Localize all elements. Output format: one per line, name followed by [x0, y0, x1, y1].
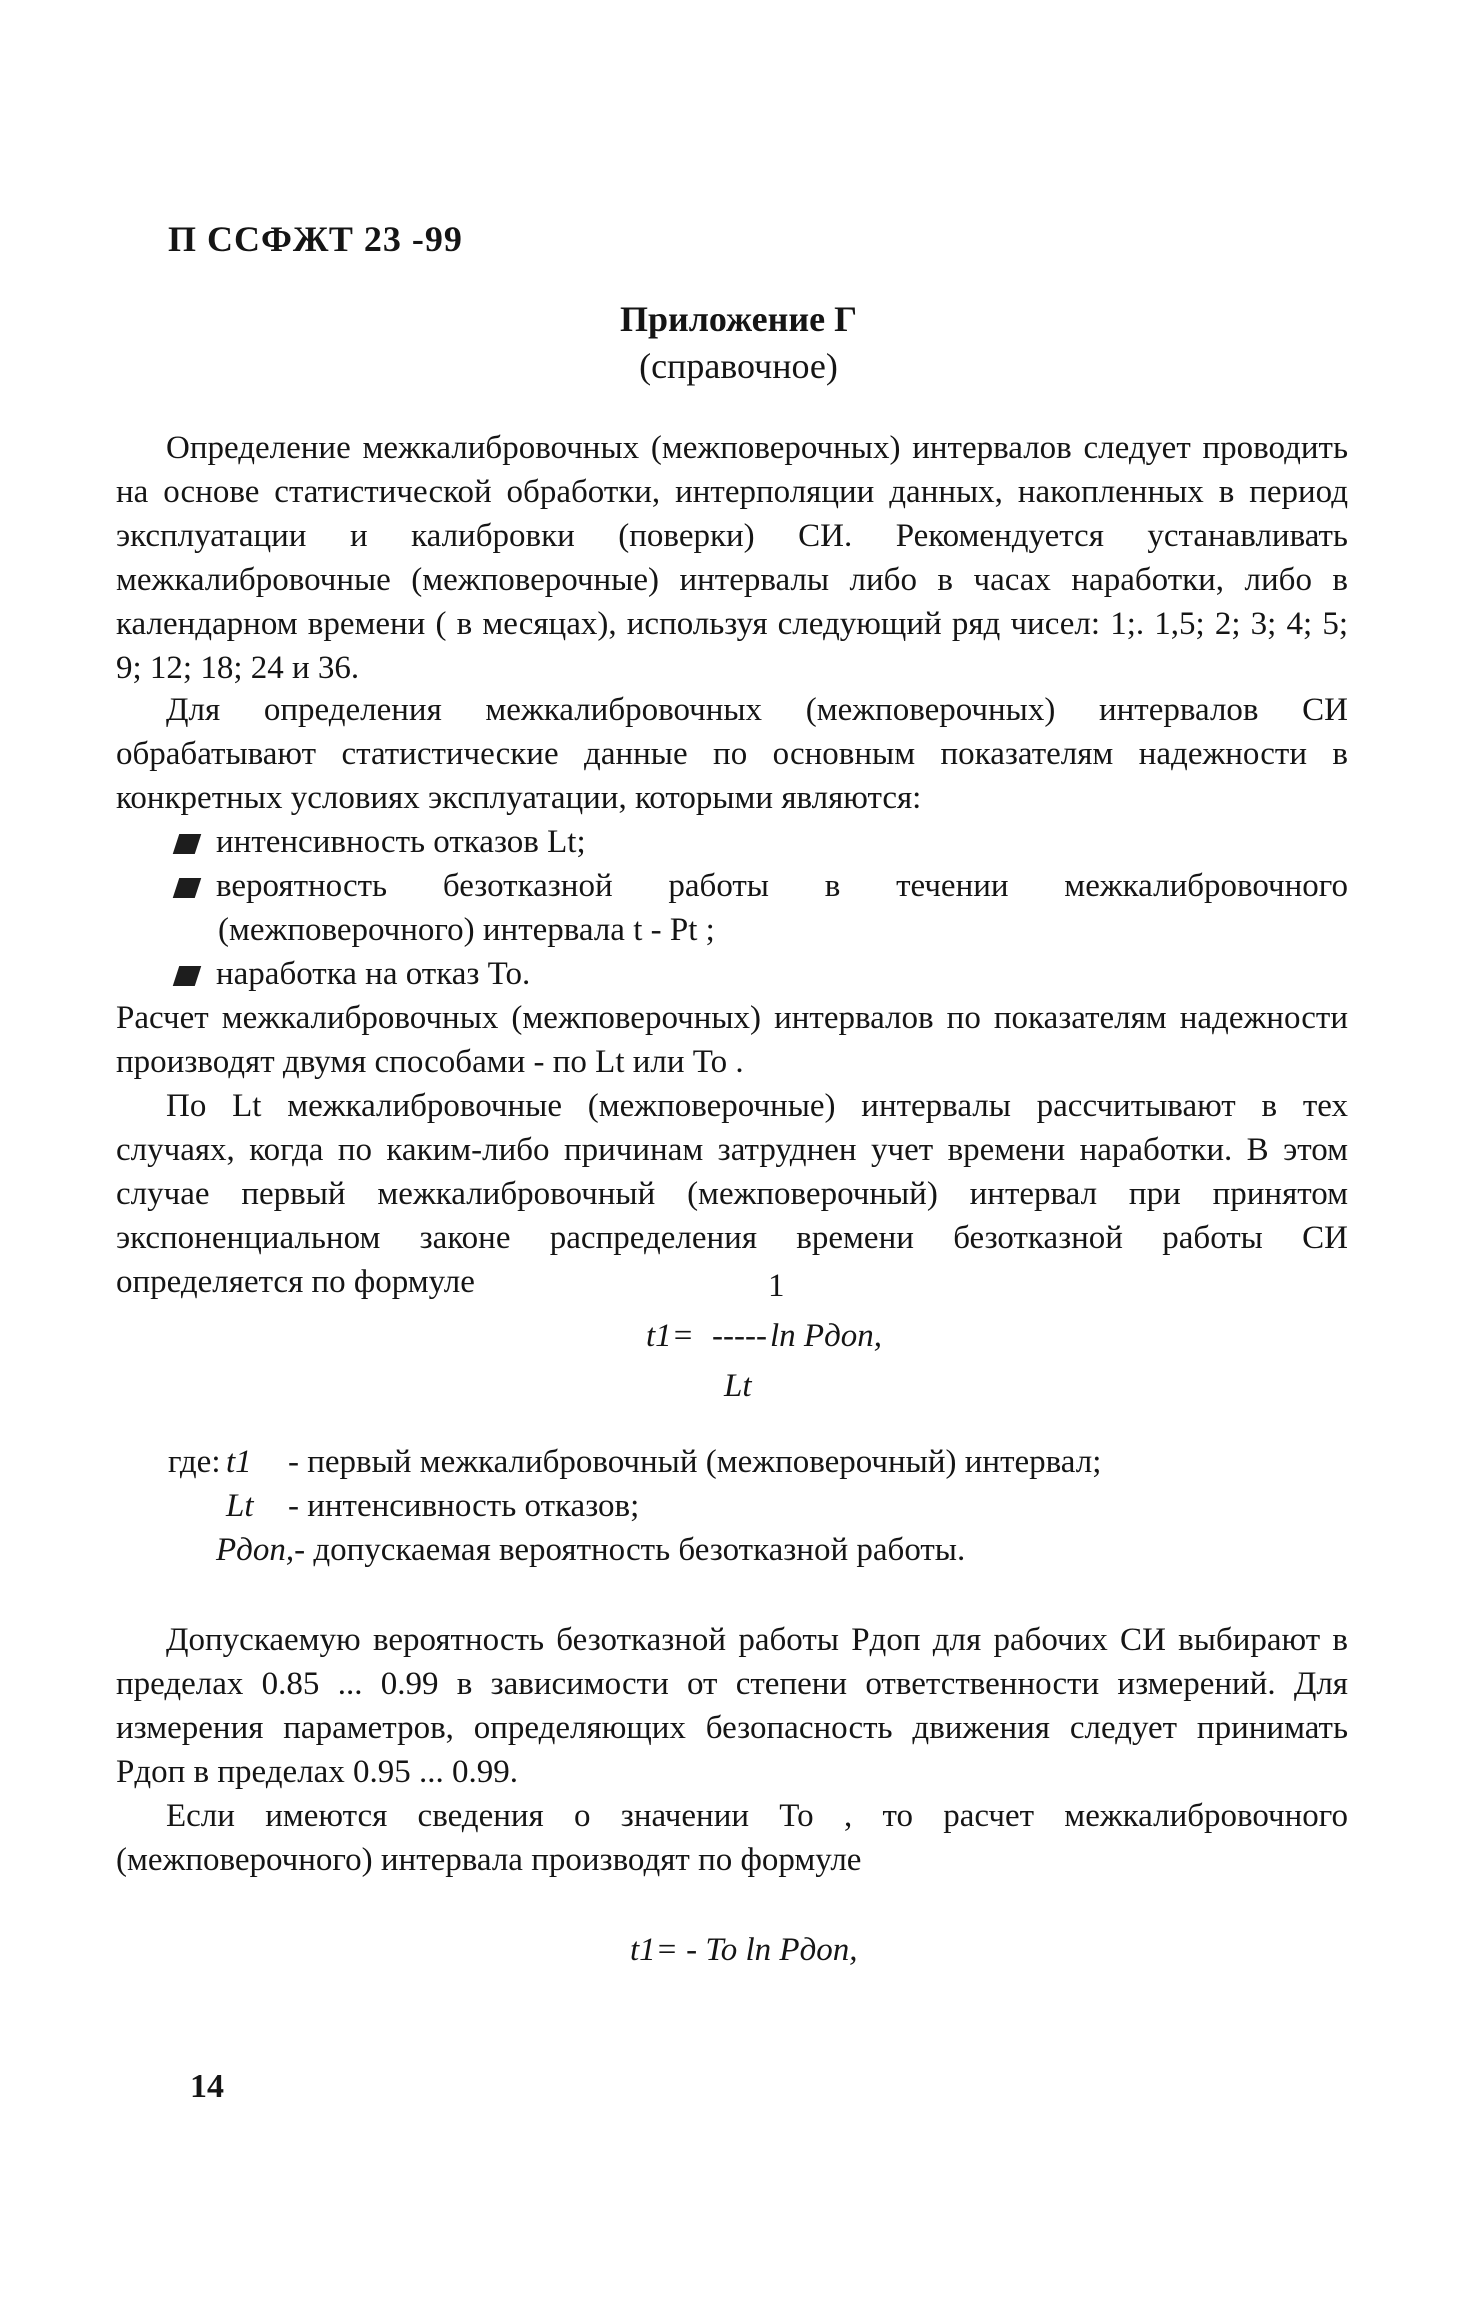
paragraph-methods: Расчет межкалибровочных (межповерочных) интервалов по показателям надежности производят двумя способами - по Lt или To .: [116, 1000, 1348, 1080]
definition-symbol: Pдоп,: [216, 1532, 295, 1568]
definition-text: - допускаемая вероятность безотказной работы.: [294, 1532, 966, 1568]
formula-fraction-bar: -----: [712, 1318, 767, 1354]
formula-denominator: Lt: [724, 1368, 752, 1404]
definition-symbol: t1: [226, 1444, 252, 1480]
definition-row: [216, 1528, 965, 1572]
paragraph-to-method: Если имеются сведения о значении To , то расчет межкалибровочного (межповерочного) интервала производят по формуле: [116, 1798, 1348, 1878]
reliability-indicators-list: [116, 820, 1348, 996]
appendix-subtitle: (справочное): [639, 346, 838, 386]
bullet-icon: [173, 834, 201, 854]
formula-rhs: ln Pдоп,: [770, 1318, 883, 1354]
document-code: П ССФЖТ 23 -99: [168, 219, 463, 259]
bullet-icon: [173, 966, 201, 986]
paragraph-statistics: Для определения межкалибровочных (межповерочных) интервалов СИ обрабатывают статистические данные по основным показателям надежности в конкретных условиях эксплуатации, которыми являются:: [116, 692, 1348, 816]
paragraph-lt-method: По Lt межкалибровочные (межповерочные) интервалы рассчитывают в тех случаях, когда по каким-либо причинам затруднен учет времени наработки. В этом случае первый межкалибровочный (межповерочный) интервал при принятом экспоненциальном законе распределения времени безотказной работы СИ определяется по формуле: [116, 1088, 1348, 1300]
page-number: 14: [190, 2068, 224, 2105]
list-item: наработка на отказ To.: [116, 952, 1348, 996]
definition-symbol: Lt: [226, 1488, 254, 1524]
list-item: вероятность безотказной работы в течении межкалибровочного (межповерочного) интервала t - Pt ;: [116, 864, 1348, 952]
formula-to-interval: t1= - To ln Pдоп,: [630, 1932, 858, 1968]
bullet-icon: [173, 878, 201, 898]
definition-row: [226, 1484, 639, 1528]
formula-numerator: 1: [768, 1268, 785, 1304]
list-item: интенсивность отказов Lt;: [116, 820, 1348, 864]
definition-row: где: t1 - первый межкалибровочный (межповерочный) интервал;: [168, 1440, 1101, 1484]
appendix-title: Приложение Г: [619, 299, 858, 339]
paragraph-intro: Определение межкалибровочных (межповерочных) интервалов следует проводить на основе статистической обработки, интерполяции данных, накопленных в период эксплуатации и калибровки (поверки) СИ. Рекомендуется устанавливать межкалибровочные (межповерочные) интервалы либо в часах наработки, либо в календарном времени ( в месяцах), используя следующий ряд чисел: 1;. 1,5; 2; 3; 4; 5; 9; 12; 18; 24 и 36.: [116, 430, 1348, 686]
definition-text: - интенсивность отказов;: [288, 1488, 640, 1524]
formula-lhs: t1=: [646, 1318, 694, 1354]
definition-text: - первый межкалибровочный (межповерочный) интервал;: [288, 1444, 1102, 1480]
paragraph-probability: Допускаемую вероятность безотказной работы Pдоп для рабочих СИ выбирают в пределах 0.85 ... 0.99 в зависимости от степени ответственности измерений. Для измерения параметров, определяющих безопасность движения следует принимать Pдоп в пределах 0.95 ... 0.99.: [116, 1622, 1348, 1790]
